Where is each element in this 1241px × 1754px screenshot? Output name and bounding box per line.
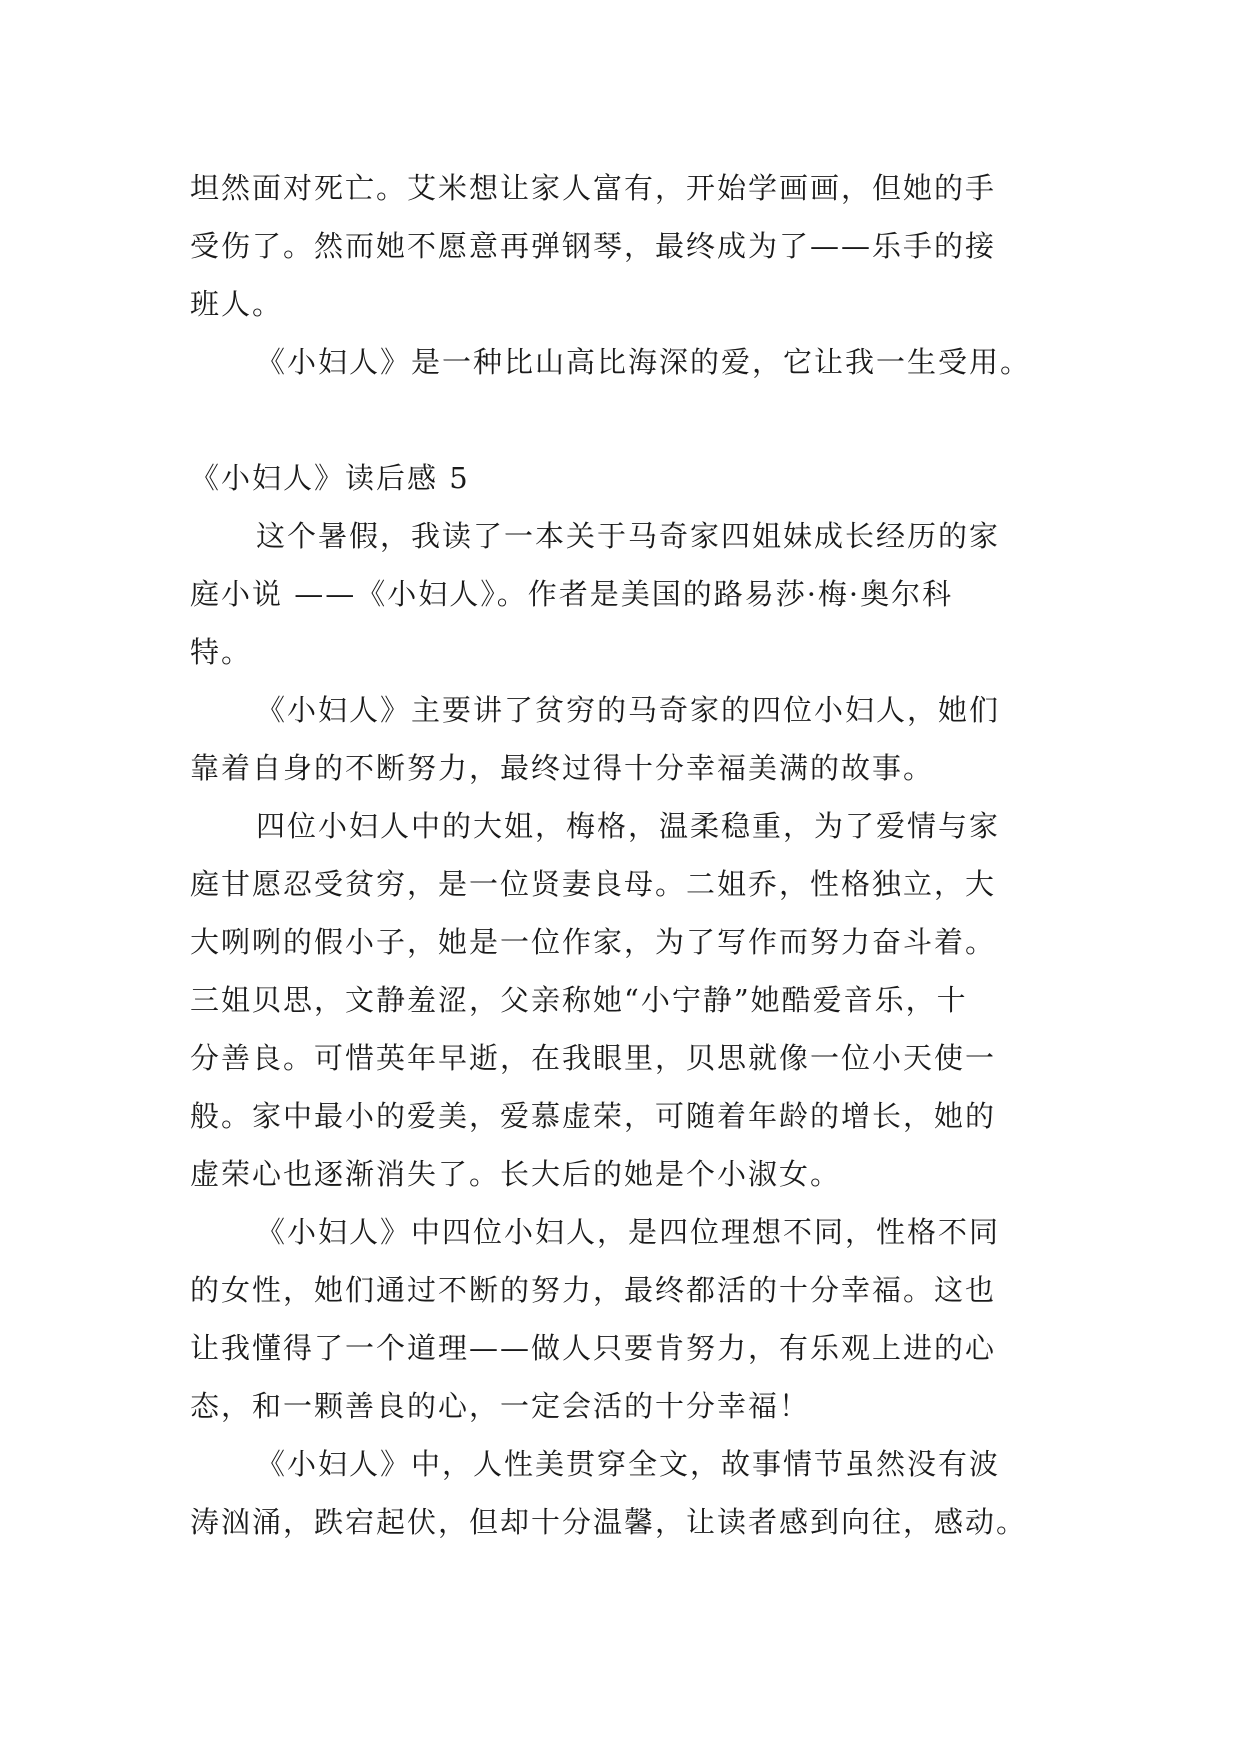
section-title: 《小妇人》读后感 5	[190, 461, 470, 495]
text-line: 三姐贝思，文静羞涩，父亲称她“小宁静”她酷爱音乐，十	[190, 983, 968, 1017]
text-line: 般。家中最小的爱美，爱慕虚荣，可随着年龄的增长，她的	[190, 1099, 997, 1133]
text-line: 受伤了。然而她不愿意再弹钢琴，最终成为了——乐手的接	[190, 229, 997, 263]
text-line: 靠着自身的不断努力，最终过得十分幸福美满的故事。	[190, 751, 935, 785]
paragraph-start: 四位小妇人中的大姐，梅格，温柔稳重，为了爱情与家	[256, 809, 1001, 843]
paragraph-start: 《小妇人》中四位小妇人，是四位理想不同，性格不同	[256, 1215, 1001, 1249]
text-line: 坦然面对死亡。艾米想让家人富有，开始学画画，但她的手	[190, 171, 997, 205]
text-line: 大咧咧的假小子，她是一位作家，为了写作而努力奋斗着。	[190, 925, 997, 959]
text-line: 班人。	[190, 287, 284, 321]
text-line: 庭小说 ——《小妇人》。作者是美国的路易莎·梅·奥尔科	[190, 577, 954, 611]
text-line: 态，和一颗善良的心，一定会活的十分幸福！	[190, 1389, 811, 1423]
paragraph-start: 《小妇人》中，人性美贯穿全文，故事情节虽然没有波	[256, 1447, 1001, 1481]
text-line: 虚荣心也逐渐消失了。长大后的她是个小淑女。	[190, 1157, 842, 1191]
paragraph-start: 《小妇人》主要讲了贫穷的马奇家的四位小妇人，她们	[256, 693, 1001, 727]
text-line: 让我懂得了一个道理——做人只要肯努力，有乐观上进的心	[190, 1331, 997, 1365]
text-line: 的女性，她们通过不断的努力，最终都活的十分幸福。这也	[190, 1273, 997, 1307]
paragraph-start: 这个暑假，我读了一本关于马奇家四姐妹成长经历的家	[256, 519, 1001, 553]
text-line: 分善良。可惜英年早逝，在我眼里，贝思就像一位小天使一	[190, 1041, 997, 1075]
text-line: 特。	[190, 635, 253, 669]
text-line: 涛汹涌，跌宕起伏，但却十分温馨，让读者感到向往，感动。	[190, 1505, 1028, 1539]
text-line: 庭甘愿忍受贫穷，是一位贤妻良母。二姐乔，性格独立，大	[190, 867, 997, 901]
paragraph-start: 《小妇人》是一种比山高比海深的爱，它让我一生受用。	[256, 345, 1032, 379]
